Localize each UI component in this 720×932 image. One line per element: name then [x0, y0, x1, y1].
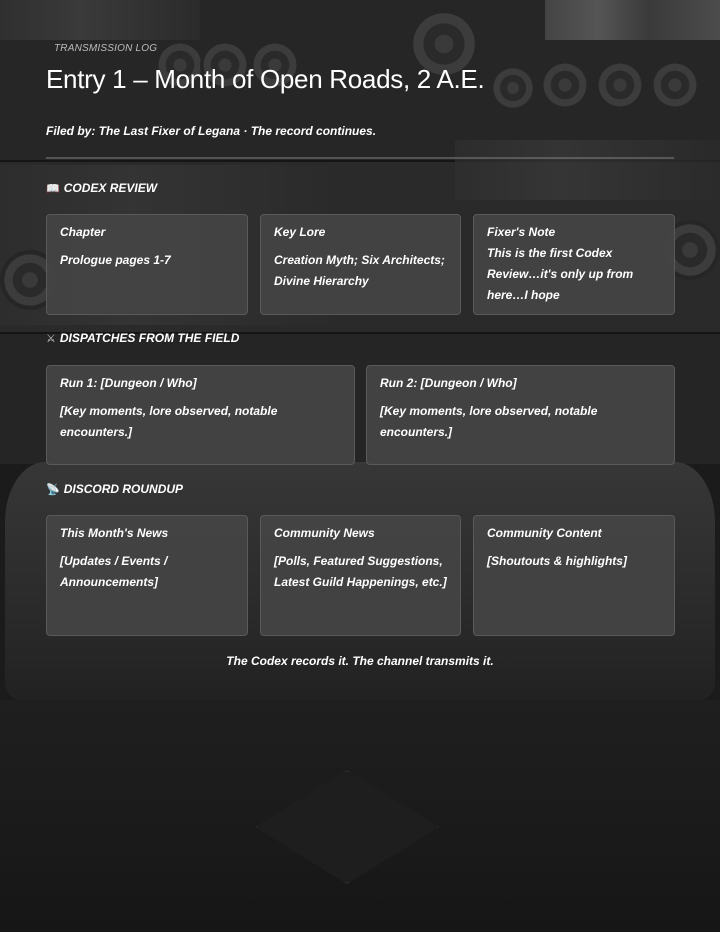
discord-card-monthly-news: [46, 515, 248, 636]
dispatch-card-run-1: [46, 365, 355, 465]
footer-tagline: The Codex records it. The channel transmits it.: [226, 654, 494, 668]
open-book-icon: 📖: [46, 182, 60, 195]
log-label: TRANSMISSION LOG: [54, 43, 158, 54]
card-title: This Month's News: [60, 526, 169, 540]
card-title: Fixer's Note: [487, 225, 556, 239]
card-body: [Key moments, lore observed, notable encounters.]: [380, 404, 598, 439]
card-title: Run 2: [Dungeon / Who]: [380, 376, 517, 390]
dispatch-card-run-2: [366, 365, 675, 465]
card-title: Community News: [274, 526, 375, 540]
page-title: Entry 1 – Month of Open Roads, 2 A.E.: [46, 64, 485, 94]
crossed-swords-icon: ⚔: [46, 332, 56, 345]
card-title: Run 1: [Dungeon / Who]: [60, 376, 197, 390]
card-body: [Updates / Events / Announcements]: [60, 554, 168, 589]
dispatches-heading: [46, 331, 239, 345]
codex-card-key-lore: [260, 214, 461, 315]
card-title: Chapter: [60, 225, 106, 239]
card-title: Community Content: [487, 526, 602, 540]
card-body: [Shoutouts & highlights]: [487, 554, 627, 568]
satellite-icon: 📡: [46, 483, 60, 496]
codex-card-fixers-note: [473, 214, 675, 315]
discord-card-community-news: [260, 515, 461, 636]
header-divider: [46, 157, 674, 159]
section-title: DISCORD ROUNDUP: [63, 482, 184, 496]
filed-by-line: Filed by: The Last Fixer of Legana · The record continues.: [46, 124, 377, 138]
card-body: This is the first Codex Review…it's only up from here…I hope: [487, 246, 634, 302]
discord-card-community-content: [473, 515, 675, 636]
codex-review-heading: [46, 181, 157, 195]
discord-roundup-heading: [46, 482, 183, 496]
card-body: [Polls, Featured Suggestions, Latest Guild Happenings, etc.]: [274, 554, 447, 589]
card-title: Key Lore: [274, 225, 326, 239]
card-body: Prologue pages 1-7: [60, 253, 171, 267]
section-title: DISPATCHES FROM THE FIELD: [59, 331, 240, 345]
card-body: [Key moments, lore observed, notable encounters.]: [60, 404, 278, 439]
section-title: CODEX REVIEW: [63, 181, 158, 195]
card-body: Creation Myth; Six Architects; Divine Hierarchy: [274, 253, 445, 288]
codex-card-chapter: [46, 214, 248, 315]
